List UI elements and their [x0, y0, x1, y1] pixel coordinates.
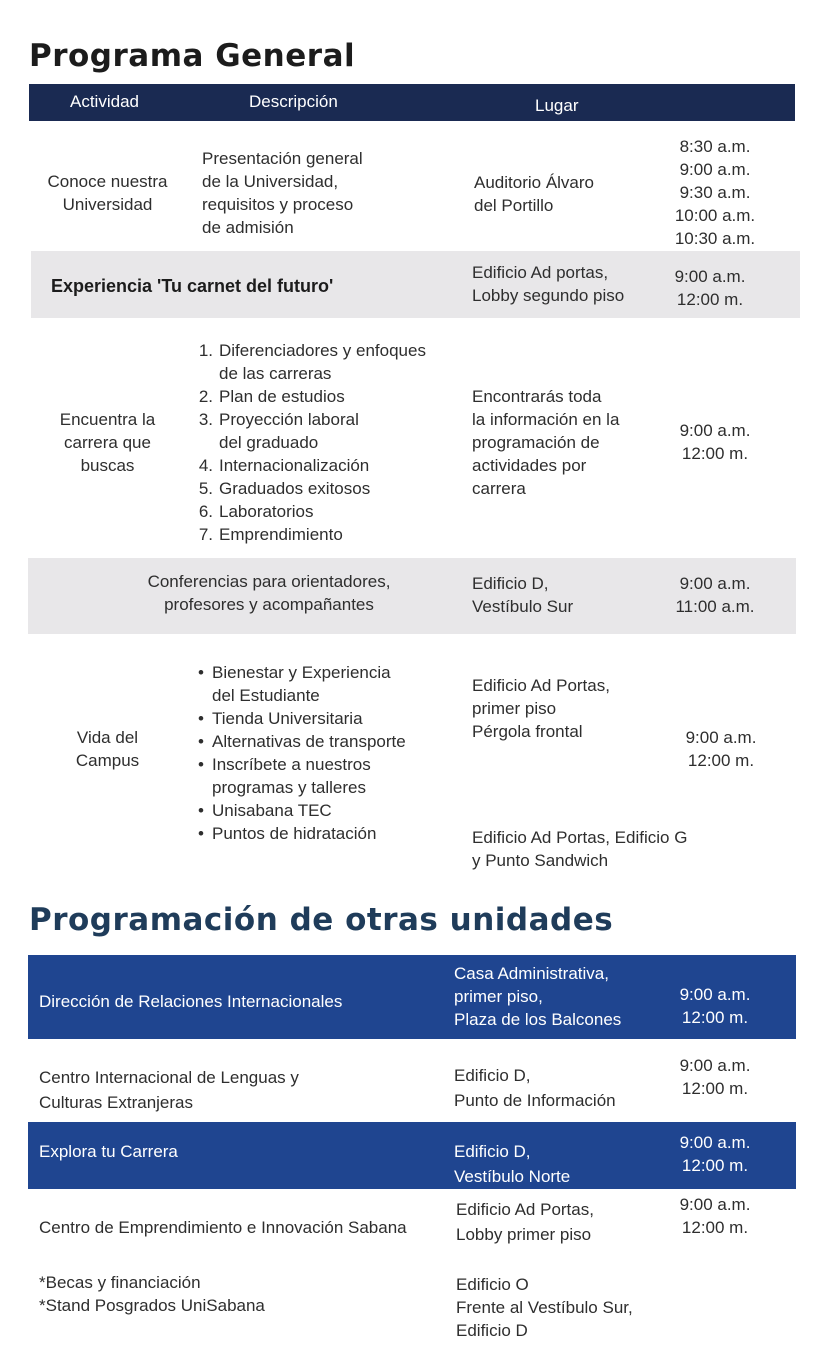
unit-line: Explora tu Carrera [39, 1142, 178, 1161]
place-line: Frente al Vestíbulo Sur, [456, 1298, 633, 1317]
row-activity [120, 570, 418, 616]
unit-times [660, 1054, 770, 1100]
careers-list [189, 339, 426, 546]
time-line: 12:00 m. [681, 1079, 749, 1098]
item-number: 2. [198, 387, 213, 406]
list-item [189, 477, 426, 500]
time-line: 12:00 m. [681, 1008, 749, 1027]
list-item [198, 661, 406, 684]
place-line: Lobby primer piso [456, 1225, 592, 1244]
item-text: programas y talleres [212, 778, 367, 797]
place-line: Edificio D, [472, 574, 549, 593]
place-line: Casa Administrativa, [454, 964, 609, 983]
description-line: de admisión [202, 218, 294, 237]
time-line: 12:00 m. [681, 444, 749, 463]
time-line: 9:00 a.m. [679, 1195, 751, 1214]
item-text: Unisabana TEC [212, 801, 332, 820]
place-line: y Punto Sandwich [472, 851, 609, 870]
place-line: carrera [472, 479, 526, 498]
item-text: Proyección laboral [219, 410, 359, 429]
unit-place [456, 1198, 594, 1246]
place-line: primer piso [472, 699, 557, 718]
item-number: 4. [198, 456, 213, 475]
table-header [29, 84, 795, 121]
place-line: Edificio Ad portas, [472, 263, 609, 282]
activity-line: Encuentra la [59, 410, 156, 429]
row-activity-bold: Experiencia 'Tu carnet del futuro' [51, 276, 334, 296]
list-item [198, 730, 406, 753]
item-text: Laboratorios [219, 502, 314, 521]
time-line: 9:30 a.m. [679, 183, 751, 202]
place-line: programación de [472, 433, 600, 452]
description-line: de la Universidad, [202, 172, 339, 191]
item-number: 6. [198, 502, 213, 521]
item-text: Emprendimiento [219, 525, 343, 544]
place-line: Edificio D, [454, 1066, 531, 1085]
activity-line: Conferencias para orientadores, [147, 572, 391, 591]
list-item [198, 753, 406, 776]
list-item [189, 500, 426, 523]
list-item [189, 385, 426, 408]
row-times [655, 265, 765, 311]
unit-place [454, 962, 621, 1031]
item-text: de las carreras [219, 364, 332, 383]
description-line: requisitos y proceso [202, 195, 354, 214]
blue-row [28, 955, 796, 1039]
place-line: Edificio D, [454, 1142, 531, 1161]
item-text: del Estudiante [212, 686, 320, 705]
row-place [474, 171, 594, 217]
place-line: Vestíbulo Sur [472, 597, 574, 616]
unit-place [454, 1140, 570, 1188]
unit-times [660, 983, 770, 1029]
row-times [666, 726, 776, 772]
unit-name [39, 1140, 178, 1163]
row-activity [30, 726, 185, 772]
list-item [198, 707, 406, 730]
activity-line: Vida del [76, 728, 139, 747]
place-line: Edificio Ad Portas, Edificio G [472, 828, 688, 847]
unit-line: Centro Internacional de Lenguas y [39, 1068, 299, 1087]
item-text: Bienestar y Experiencia [212, 663, 391, 682]
time-line: 9:00 a.m. [674, 267, 746, 286]
unit-name [39, 990, 342, 1013]
place-line: Pérgola frontal [472, 722, 583, 741]
list-item [189, 339, 426, 362]
place-line: Encontrarás toda [472, 387, 602, 406]
bullet-icon: • [198, 801, 204, 820]
row-place [472, 261, 624, 307]
item-text: Puntos de hidratación [212, 824, 377, 843]
header-place: Lugar [535, 96, 579, 115]
time-line: 9:00 a.m. [679, 574, 751, 593]
time-line: 8:30 a.m. [679, 137, 751, 156]
place-line: Plaza de los Balcones [454, 1010, 622, 1029]
activity-line: Conoce nuestra [47, 172, 168, 191]
bullet-icon: • [198, 824, 204, 843]
item-text: Alternativas de transporte [212, 732, 406, 751]
unit-times [660, 1193, 770, 1239]
row-description [202, 147, 363, 239]
time-line: 9:00 a.m. [685, 728, 757, 747]
place-line: la información en la [472, 410, 620, 429]
row-activity [30, 170, 185, 216]
item-text: Diferenciadores y enfoques [219, 341, 426, 360]
list-item [189, 454, 426, 477]
campus-list [198, 661, 406, 845]
activity-line: profesores y acompañantes [164, 595, 374, 614]
item-number: 7. [198, 525, 213, 544]
item-number: 3. [198, 410, 213, 429]
others-title: Programación de otras unidades [29, 902, 614, 938]
bullet-icon: • [198, 755, 204, 774]
unit-name [39, 1216, 407, 1239]
blue-row [28, 1122, 796, 1189]
time-line: 12:00 m. [687, 751, 755, 770]
row-place-secondary [472, 826, 687, 872]
item-number: 1. [198, 341, 213, 360]
place-line: Edificio D [456, 1321, 528, 1340]
place-line: Punto de Información [454, 1091, 616, 1110]
time-line: 9:00 a.m. [679, 160, 751, 179]
activity-line: carrera que [64, 433, 151, 452]
activity-line: Campus [75, 751, 140, 770]
row-place [472, 674, 610, 743]
unit-line: Dirección de Relaciones Internacionales [39, 992, 343, 1011]
row-times [660, 572, 770, 618]
activity-line: buscas [80, 456, 135, 475]
item-text: Tienda Universitaria [212, 709, 363, 728]
item-number: 5. [198, 479, 213, 498]
bullet-icon: • [198, 709, 204, 728]
header-activity: Actividad [70, 92, 139, 111]
row-place [472, 385, 619, 500]
list-item [189, 523, 426, 546]
unit-line: *Becas y financiación [39, 1273, 201, 1292]
item-text: Inscríbete a nuestros [212, 755, 371, 774]
unit-line: *Stand Posgrados UniSabana [39, 1296, 265, 1315]
row-place [472, 572, 573, 618]
row-activity [30, 408, 185, 477]
place-line: Vestíbulo Norte [454, 1167, 571, 1186]
bullet-icon: • [198, 732, 204, 751]
list-item [189, 408, 426, 431]
time-line: 10:30 a.m. [674, 229, 756, 248]
list-item [198, 822, 406, 845]
activity-line: Universidad [62, 195, 153, 214]
unit-line: Culturas Extranjeras [39, 1093, 194, 1112]
place-line: Edificio Ad Portas, [472, 676, 610, 695]
unit-times [660, 1131, 770, 1177]
time-line: 12:00 m. [676, 290, 744, 309]
item-text: Plan de estudios [219, 387, 345, 406]
place-line: del Portillo [474, 196, 554, 215]
time-line: 9:00 a.m. [679, 1056, 751, 1075]
item-text: del graduado [219, 433, 319, 452]
time-line: 10:00 a.m. [674, 206, 756, 225]
time-line: 11:00 a.m. [675, 597, 755, 616]
unit-place [454, 1064, 616, 1112]
time-line: 12:00 m. [681, 1218, 749, 1237]
place-line: Lobby segundo piso [472, 286, 625, 305]
place-line: actividades por [472, 456, 587, 475]
time-line: 9:00 a.m. [679, 985, 751, 1004]
item-text: Internacionalización [219, 456, 370, 475]
place-line: primer piso, [454, 987, 543, 1006]
row-times [660, 419, 770, 465]
time-line: 12:00 m. [681, 1156, 749, 1175]
place-line: Edificio O [456, 1275, 529, 1294]
unit-line: Centro de Emprendimiento e Innovación Sabana [39, 1218, 407, 1237]
row-times [660, 135, 770, 250]
unit-name [39, 1066, 299, 1114]
header-description: Descripción [249, 92, 338, 111]
list-item [198, 799, 406, 822]
item-text: Graduados exitosos [219, 479, 371, 498]
description-line: Presentación general [202, 149, 363, 168]
time-line: 9:00 a.m. [679, 421, 751, 440]
unit-name [39, 1271, 265, 1317]
place-line: Auditorio Álvaro [474, 173, 595, 192]
program-title: Programa General [29, 38, 356, 74]
bullet-icon: • [198, 663, 204, 682]
time-line: 9:00 a.m. [679, 1133, 751, 1152]
place-line: Edificio Ad Portas, [456, 1200, 594, 1219]
unit-place [456, 1273, 633, 1342]
